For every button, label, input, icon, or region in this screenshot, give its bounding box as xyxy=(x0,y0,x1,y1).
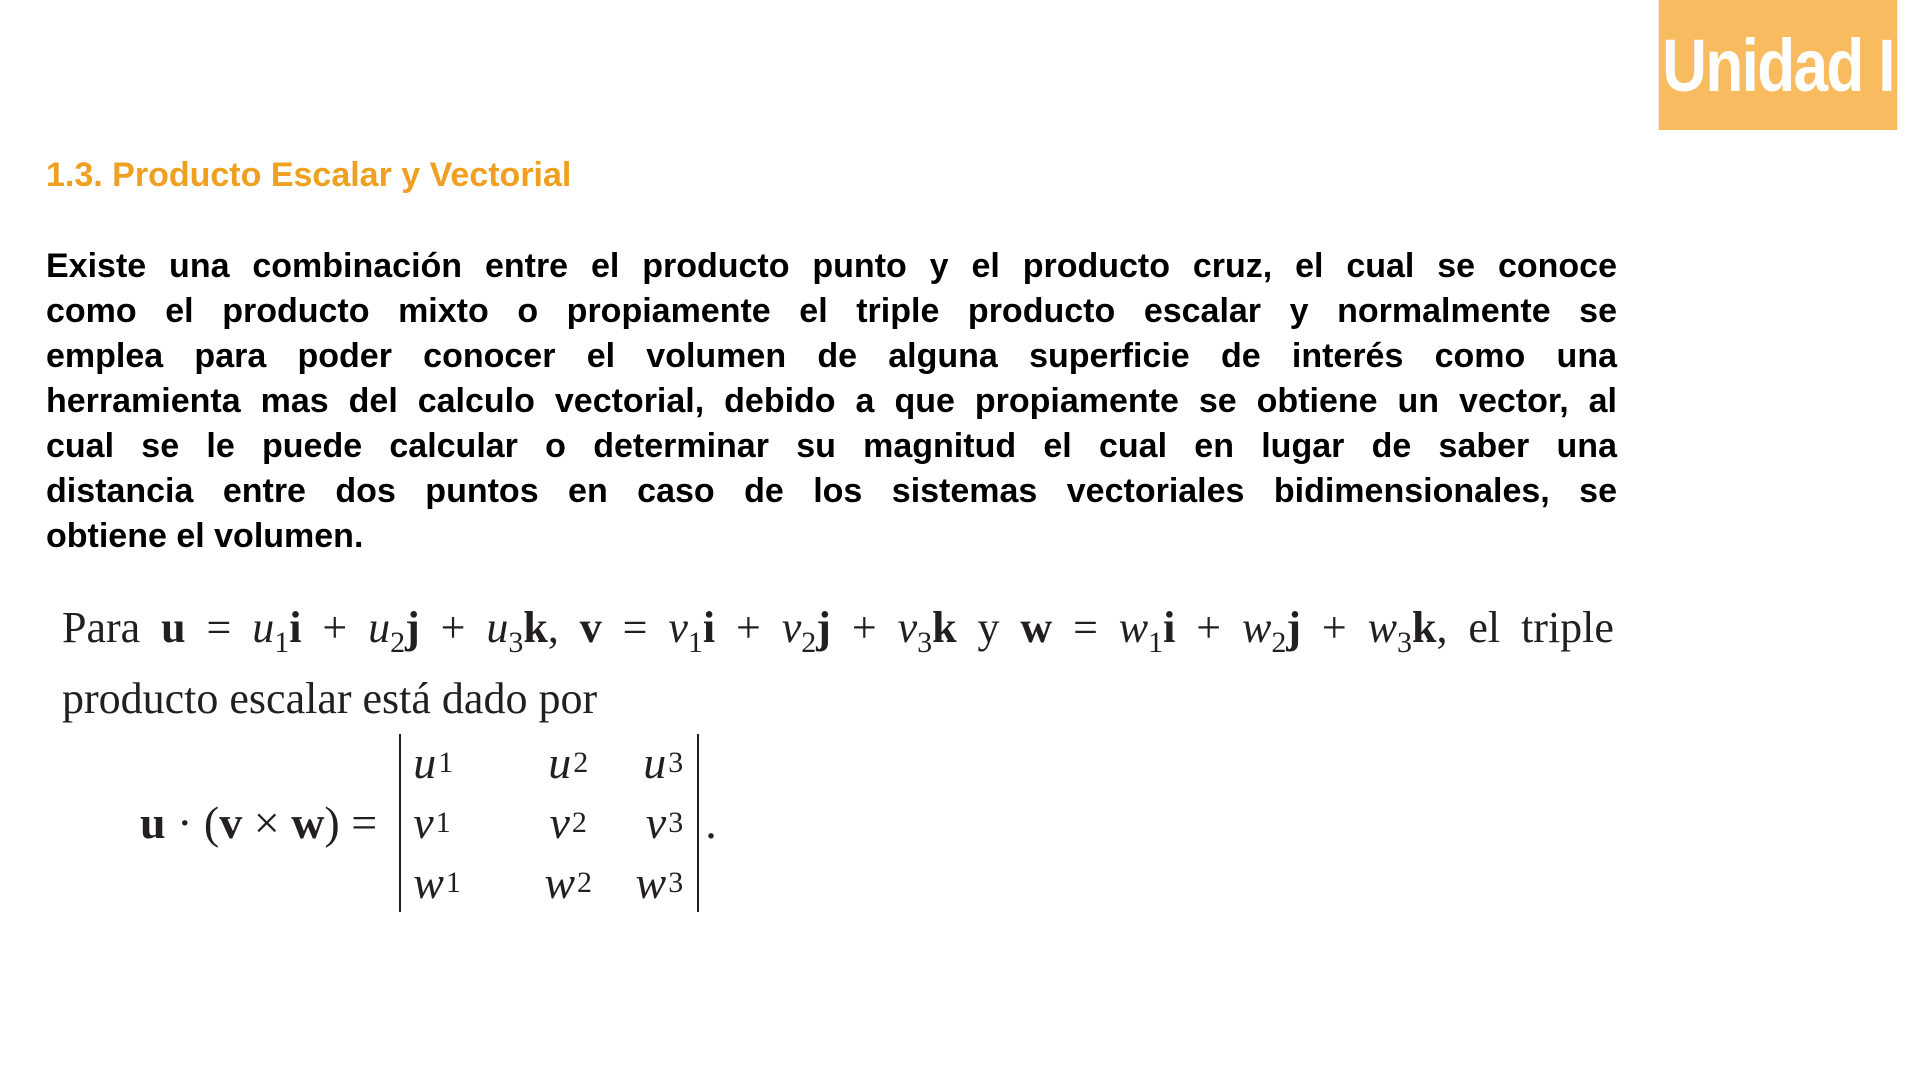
component-u1: u xyxy=(252,603,275,652)
unit-i: i xyxy=(1163,603,1176,652)
matrix-cell-w1: w 1 xyxy=(413,857,461,908)
matrix-cell-u1: u 1 xyxy=(413,737,454,788)
unit-i: i xyxy=(289,603,302,652)
component-u3: u xyxy=(486,603,509,652)
triple-product-formula xyxy=(140,730,717,915)
paragraph-line: emplea para poder conocer el volumen de alguna superficie de interés como una xyxy=(46,337,1617,375)
section-title: 1.3. Producto Escalar y Vectorial xyxy=(46,156,572,194)
paragraph-line: cual se le puede calcular o determinar su magnitud el cual en lugar de saber una xyxy=(46,427,1617,465)
formula-lhs: u · (v × w) = xyxy=(140,797,378,848)
math-tail-text: el triple xyxy=(1468,603,1614,652)
unit-i: i xyxy=(702,603,716,652)
paragraph-line: herramienta mas del calculo vectorial, debido a que propiamente se obtiene un vector, al xyxy=(46,382,1617,420)
matrix-cell-w2: w 2 xyxy=(544,857,593,908)
math-statement xyxy=(62,600,1614,727)
math-second-line: producto escalar está dado por xyxy=(62,674,598,723)
unit-k: k xyxy=(932,603,957,652)
formula-period: . xyxy=(705,797,717,848)
matrix-cell-v3: v 3 xyxy=(645,797,684,848)
paragraph-line: distancia entre dos puntos en caso de los sistemas vectoriales bidimensionales, se xyxy=(46,472,1617,510)
component-v2: v xyxy=(781,603,802,652)
unit-k: k xyxy=(1412,603,1437,652)
matrix-cell-u3: u 3 xyxy=(643,737,684,788)
matrix-cell-w3: w 3 xyxy=(635,857,684,908)
para-word: Para xyxy=(62,603,141,652)
lhs-u: u xyxy=(140,797,166,848)
conjunction-y: y xyxy=(977,603,1000,652)
component-u2: u xyxy=(368,603,391,652)
paragraph-line: obtiene el volumen. xyxy=(46,517,364,555)
unit-j: j xyxy=(405,603,420,652)
unit-j: j xyxy=(816,603,831,652)
math-definition-line: Para $u = u_1i + u_2j + u_3k$, $v = v_1i + v_2j + v_3k$ y $w = w_1i + w_2j + w_3k$, el triple xyxy=(62,603,1614,659)
component-v1: v xyxy=(668,603,688,652)
matrix-cell-u2: u 2 xyxy=(548,737,589,788)
unit-j: j xyxy=(1286,603,1302,652)
vector-u: u xyxy=(161,603,186,652)
determinant xyxy=(399,734,699,912)
lhs-v: v xyxy=(219,797,243,848)
unit-badge: Unidad I xyxy=(1659,0,1898,130)
component-w1: w xyxy=(1118,603,1149,652)
lhs-w: w xyxy=(291,797,325,848)
matrix-cell-v2: v 2 xyxy=(549,797,587,848)
vector-w: w xyxy=(1020,603,1053,652)
matrix-cell-v1: v 1 xyxy=(413,797,451,848)
component-w2: w xyxy=(1242,603,1272,652)
paragraph-line: como el producto mixto o propiamente el triple producto escalar y normalmente se xyxy=(46,292,1617,330)
vector-v: v xyxy=(579,603,602,652)
paragraph-line: Existe una combinación entre el producto punto y el producto cruz, el cual se conoce xyxy=(46,247,1617,285)
component-v3: v xyxy=(897,603,918,652)
body-paragraph xyxy=(46,244,1617,559)
component-w3: w xyxy=(1367,603,1398,652)
unit-k: k xyxy=(523,603,548,652)
